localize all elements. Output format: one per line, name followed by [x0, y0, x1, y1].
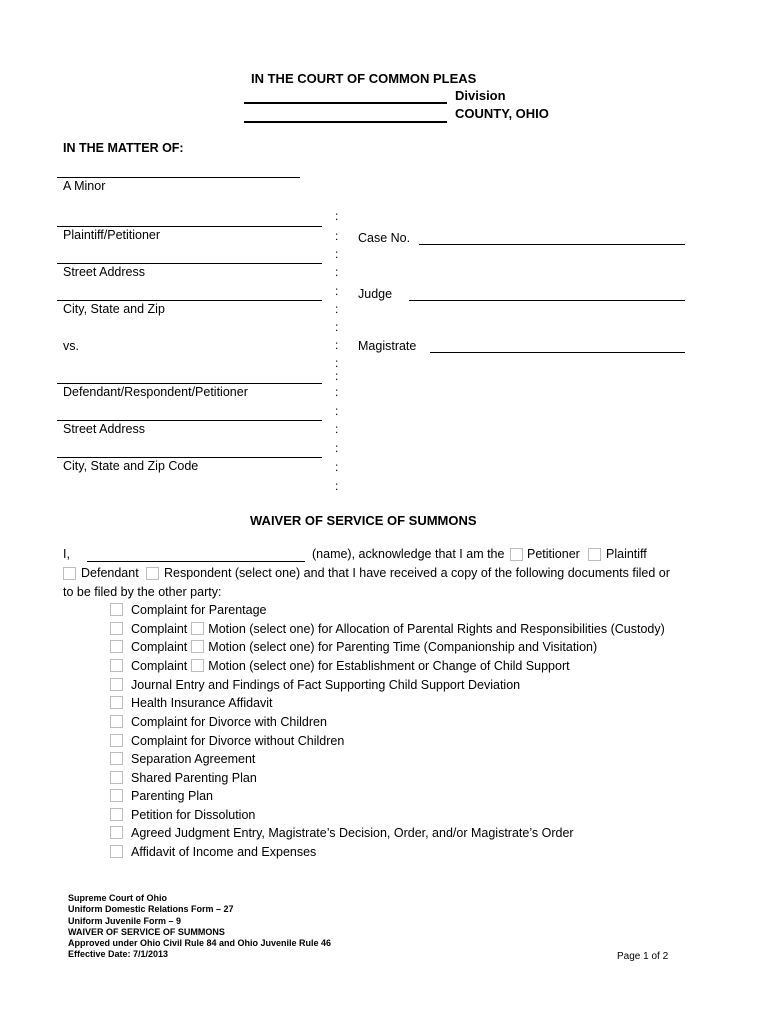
doc-checkbox[interactable] [110, 826, 123, 839]
separator-colon: : [335, 356, 339, 370]
doc-label: Separation Agreement [131, 752, 256, 766]
case-no-label: Case No. [358, 231, 411, 245]
doc-item [110, 845, 316, 859]
motion-checkbox[interactable] [191, 640, 204, 653]
doc-item [110, 622, 665, 636]
motion-checkbox[interactable] [191, 659, 204, 672]
intro-name-ack: (name), acknowledge that I am the [312, 547, 505, 561]
petitioner-checkbox[interactable] [510, 548, 523, 561]
magistrate-label: Magistrate [358, 339, 417, 353]
plaintiff-city-label: City, State and Zip [63, 302, 165, 316]
separator-colon: : [335, 229, 339, 243]
complaint-checkbox[interactable] [110, 640, 123, 653]
doc-checkbox[interactable] [110, 696, 123, 709]
doc-item [110, 603, 267, 617]
form-footer [68, 893, 331, 961]
doc-item [110, 734, 344, 748]
doc-item [110, 678, 520, 692]
division-field[interactable] [244, 102, 447, 104]
county-label: COUNTY, OHIO [455, 106, 549, 121]
separator-colon: : [335, 284, 339, 298]
separator-colon: : [335, 479, 339, 493]
page-number: Page 1 of 2 [617, 951, 669, 962]
doc-item [110, 808, 255, 822]
doc-label: Motion (select one) for Parenting Time (Companionship and Visitation) [208, 640, 598, 654]
doc-checkbox[interactable] [110, 808, 123, 821]
doc-checkbox[interactable] [110, 771, 123, 784]
doc-label: Complaint for Parentage [131, 603, 267, 617]
plaintiff-street-field[interactable] [57, 263, 322, 264]
separator-colon: : [335, 302, 339, 316]
doc-item [110, 640, 597, 654]
doc-label: Parenting Plan [131, 789, 214, 803]
complaint-checkbox[interactable] [110, 659, 123, 672]
defendant-city-field[interactable] [57, 457, 322, 458]
minor-label: A Minor [63, 179, 106, 193]
case-no-field[interactable] [419, 244, 685, 245]
doc-item [110, 789, 213, 803]
doc-checkbox[interactable] [110, 603, 123, 616]
division-label: Division [455, 88, 506, 103]
doc-item [110, 826, 574, 840]
doc-item [110, 659, 570, 673]
separator-colon: : [335, 441, 339, 455]
plaintiff-option-label: Plaintiff [606, 547, 647, 561]
plaintiff-street-label: Street Address [63, 265, 145, 279]
defendant-option-label: Defendant [81, 566, 139, 580]
judge-field[interactable] [409, 300, 685, 301]
vs-label: vs. [63, 339, 79, 353]
separator-colon: : [335, 338, 339, 352]
doc-checkbox[interactable] [110, 678, 123, 691]
doc-prefix: Complaint [131, 640, 188, 654]
intro-line-3: to be filed by the other party: [63, 585, 222, 599]
doc-label: Petition for Dissolution [131, 808, 256, 822]
footer-line: Effective Date: 7/1/2013 [68, 949, 169, 960]
plaintiff-name-field[interactable] [57, 226, 322, 227]
doc-item [110, 715, 327, 729]
doc-label: Complaint for Divorce without Children [131, 734, 345, 748]
respondent-text: Respondent (select one) and that I have received a copy of the following documents filed or [164, 566, 670, 580]
plaintiff-checkbox[interactable] [588, 548, 601, 561]
footer-line: Approved under Ohio Civil Rule 84 and Ohio Juvenile Rule 46 [68, 938, 332, 949]
doc-item [110, 771, 257, 785]
respondent-checkbox[interactable] [146, 567, 159, 580]
separator-colon: : [335, 369, 339, 383]
footer-line: Uniform Juvenile Form – 9 [68, 915, 182, 926]
separator-colon: : [335, 320, 339, 334]
judge-label: Judge [358, 287, 393, 301]
form-title: WAIVER OF SERVICE OF SUMMONS [250, 513, 477, 528]
doc-prefix: Complaint [131, 622, 188, 636]
defendant-name-field[interactable] [57, 383, 322, 384]
plaintiff-label: Plaintiff/Petitioner [63, 228, 161, 242]
doc-label: Motion (select one) for Establishment or Change of Child Support [208, 659, 570, 673]
footer-line: WAIVER OF SERVICE OF SUMMONS [68, 926, 225, 937]
county-field[interactable] [244, 121, 447, 123]
defendant-label: Defendant/Respondent/Petitioner [63, 385, 248, 399]
doc-item [110, 752, 255, 766]
doc-label: Agreed Judgment Entry, Magistrate’s Decision, Order, and/or Magistrate’s Order [131, 826, 574, 840]
name-field[interactable] [87, 561, 305, 562]
doc-label: Complaint for Divorce with Children [131, 715, 327, 729]
defendant-street-field[interactable] [57, 420, 322, 421]
doc-label: Motion (select one) for Allocation of Parental Rights and Responsibilities (Custody) [208, 622, 665, 636]
footer-line: Supreme Court of Ohio [68, 893, 167, 903]
defendant-street-label: Street Address [63, 422, 145, 436]
matter-heading: IN THE MATTER OF: [63, 141, 184, 155]
doc-prefix: Complaint [131, 659, 188, 673]
doc-label: Journal Entry and Findings of Fact Supporting Child Support Deviation [131, 678, 521, 692]
complaint-checkbox[interactable] [110, 622, 123, 635]
motion-checkbox[interactable] [191, 622, 204, 635]
defendant-checkbox[interactable] [63, 567, 76, 580]
doc-checkbox[interactable] [110, 789, 123, 802]
separator-colon: : [335, 209, 339, 223]
plaintiff-city-field[interactable] [57, 300, 322, 301]
doc-label: Shared Parenting Plan [131, 771, 257, 785]
doc-label: Affidavit of Income and Expenses [131, 845, 317, 859]
minor-name-field[interactable] [57, 177, 300, 178]
separator-colon: : [335, 460, 339, 474]
separator-colon: : [335, 247, 339, 261]
doc-checkbox[interactable] [110, 715, 123, 728]
doc-checkbox[interactable] [110, 752, 123, 765]
doc-checkbox[interactable] [110, 845, 123, 858]
separator-colon: : [335, 385, 339, 399]
separator-colon: : [335, 265, 339, 279]
defendant-city-label: City, State and Zip Code [63, 459, 199, 473]
doc-checkbox[interactable] [110, 734, 123, 747]
doc-label: Health Insurance Affidavit [131, 696, 273, 710]
petitioner-label: Petitioner [527, 547, 580, 561]
doc-item [110, 696, 273, 710]
separator-colon: : [335, 404, 339, 418]
intro-i: I, [63, 547, 70, 561]
court-heading: IN THE COURT OF COMMON PLEAS [251, 71, 477, 86]
magistrate-field[interactable] [430, 352, 685, 353]
footer-line: Uniform Domestic Relations Form – 27 [68, 904, 234, 915]
separator-colon: : [335, 422, 339, 436]
